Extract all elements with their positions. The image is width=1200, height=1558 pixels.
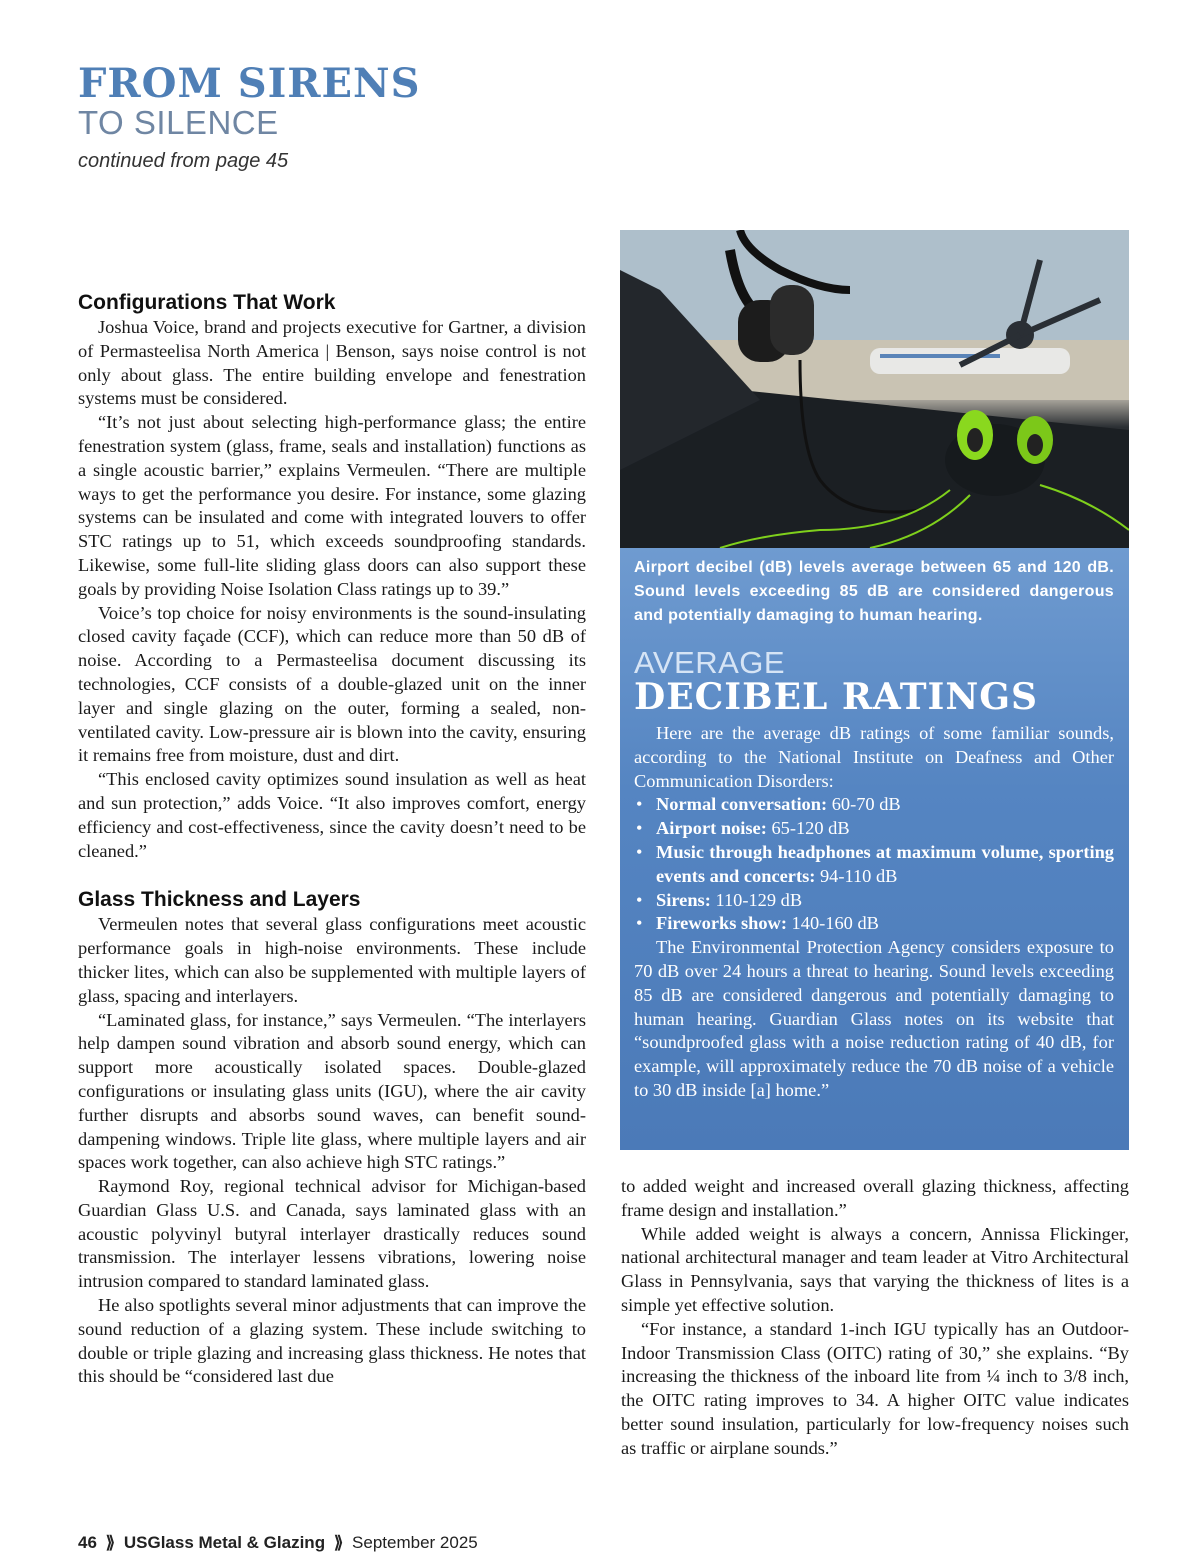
footer-separator: ⟫: [333, 1533, 344, 1552]
decibel-list: [634, 793, 1114, 936]
section-heading-glass-thickness: Glass Thickness and Layers: [78, 888, 361, 912]
magazine-name: USGlass Metal & Glazing: [123, 1533, 326, 1552]
paragraph: Vermeulen notes that several glass configurations meet acoustic performance goals in high-noise environments. These include thicker lites, which can also be supplemented with multiple layers of glass, spacing and interlayers.: [78, 914, 586, 1006]
list-item: • Sirens: 110-129 dB: [634, 889, 1114, 913]
paragraph: Joshua Voice, brand and projects executive for Gartner, a division of Permasteelisa North America | Benson, says noise control is not only about glass. The entire building envelope and fenestration systems must be considered.: [78, 317, 586, 409]
bullet-icon: •: [636, 818, 643, 839]
page-subtitle: TO SILENCE: [78, 104, 279, 141]
paragraph: Voice’s top choice for noisy environments is the sound-insulating closed cavity façade (CCF), which can reduce more than 50 dB of noise. According to a Permasteelisa document discussing its technologies, CCF consists of a double-glazed unit on the inner layer and single glazing on the outer, forming a sealed, non-ventilated cavity. Low-pressure air is blown into the cavity, ensuring it remains free from moisture, dust and dirt.: [78, 602, 586, 766]
decibel-ratings-sidebar: [620, 548, 1129, 1150]
right-column: [621, 1175, 1129, 1461]
headset-photo-illustration: [620, 230, 1129, 548]
page-title: FROM SIRENS: [78, 60, 421, 107]
headset-photo: [620, 230, 1129, 548]
paragraph: to added weight and increased overall glazing thickness, affecting frame design and installation.”: [621, 1176, 1129, 1220]
list-item: • Fireworks show: 140-160 dB: [634, 912, 1114, 936]
sidebar-kicker: AVERAGE: [634, 645, 786, 680]
continued-note: continued from page 45: [78, 150, 289, 172]
section-heading-configurations: Configurations That Work: [78, 291, 336, 314]
footer-separator: ⟫: [105, 1533, 116, 1552]
paragraph: While added weight is always a concern, Annissa Flickinger, national architectural manager and team leader at Vitro Architectural Glass in Pennsylvania, says that varying the thickness of lites is a simple yet effective solution.: [621, 1223, 1129, 1315]
sidebar-outro: The Environmental Protection Agency considers exposure to 70 dB over 24 hours a threat to hearing. Sound levels exceeding 85 dB are considered dangerous and potentially damaging to human hearing. Guardian Glass notes on its website that “soundproofed glass with a noise reduction rating of 40 dB, for example, will approximately reduce the 70 dB noise of a vehicle to 30 dB inside [a] home.”: [634, 937, 1114, 1100]
issue-date: September 2025: [352, 1533, 478, 1552]
paragraph: “It’s not just about selecting high-performance glass; the entire fenestration system (glass, frame, seals and installation) functions as a single acoustic barrier,” explains Vermeulen. “There are multiple ways to get the performance you desire. For instance, some glazing systems can be insulated and come with integrated louvers to offer STC ratings up to 51, which exceeds soundproofing standards. Likewise, some full-lite sliding glass doors can also support these goals by providing Noise Isolation Class ratings up to 39.”: [78, 412, 586, 599]
left-column: [78, 290, 586, 1389]
bullet-icon: •: [636, 913, 643, 934]
bullet-icon: •: [636, 794, 643, 815]
list-item: • Music through headphones at maximum volume, sporting events and concerts: 94-110 dB: [636, 841, 1114, 886]
page-number: 46: [78, 1533, 97, 1552]
bullet-icon: •: [636, 889, 643, 910]
paragraph: “Laminated glass, for instance,” says Vermeulen. “The interlayers help dampen sound vibration and absorb sound energy, which can support more acoustically isolated spaces. Double-glazed configurations or insulating glass units (IGU), where the air cavity further disrupts and absorbs sound waves, can benefit sound-dampening windows. Triple lite glass, where multiple layers and air spaces work together, can also achieve high STC ratings.”: [78, 1009, 586, 1173]
list-item: • Normal conversation: 60-70 dB: [634, 793, 1114, 817]
list-item: • Airport noise: 65-120 dB: [634, 817, 1114, 841]
paragraph: Raymond Roy, regional technical advisor for Michigan-based Guardian Glass U.S. and Canada, says laminated glass with an acoustic polyvinyl butyral interlayer drastically reduces sound transmission. The interlayer lessens vibrations, lowering noise intrusion compared to standard laminated glass.: [78, 1176, 586, 1292]
sidebar-title: DECIBEL RATINGS: [634, 676, 1039, 718]
paragraph: “For instance, a standard 1-inch IGU typically has an Outdoor-Indoor Transmission Class (OITC) rating of 30,” she explains. “By increasing the thickness of the inboard lite from ¼ inch to 3/8 inch, the OITC rating improves to 34. A higher OITC value indicates better sound insulation, particularly for low-frequency noises such as traffic or airplane sounds.”: [621, 1318, 1129, 1458]
photo-caption: Airport decibel (dB) levels average between 65 and 120 dB. Sound levels exceeding 85 dB are considered dangerous and potentially damaging to human hearing.: [634, 559, 1114, 624]
sidebar-intro: Here are the average dB ratings of some familiar sounds, according to the National Institute on Deafness and Other Communication Disorders:: [634, 723, 1114, 791]
bullet-icon: •: [636, 841, 643, 862]
page-footer: [78, 1532, 478, 1554]
sidebar-body: [634, 722, 1114, 1103]
paragraph: “This enclosed cavity optimizes sound insulation as well as heat and sun protection,” adds Voice. “It also improves comfort, energy efficiency and cost-effectiveness, since the cavity doesn’t need to be cleaned.”: [78, 769, 586, 861]
paragraph: He also spotlights several minor adjustments that can improve the sound reduction of a glazing system. These include switching to double or triple glazing and increasing glass thickness. He notes that this should be “considered last due: [78, 1295, 586, 1387]
